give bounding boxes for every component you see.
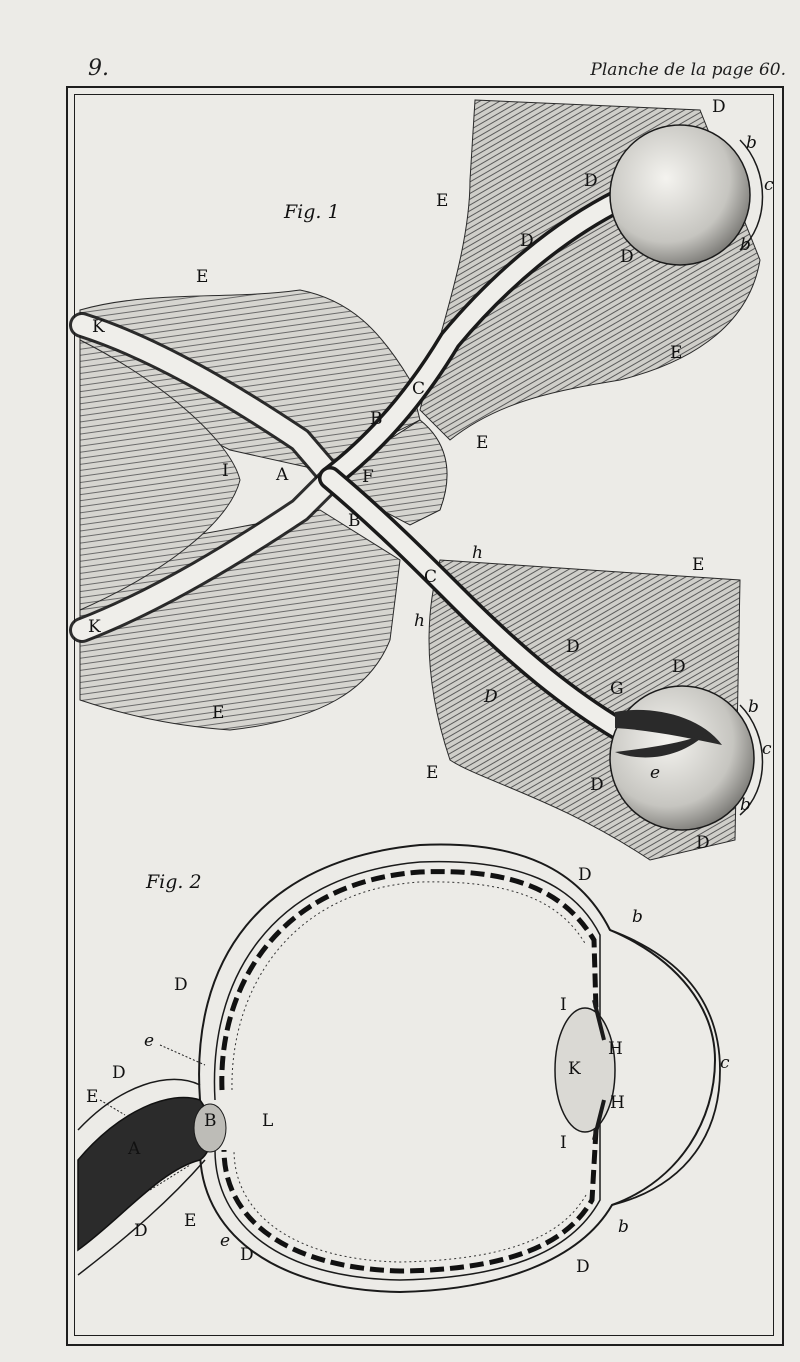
label-D: D — [672, 657, 686, 677]
eyeball-upper — [610, 125, 750, 265]
label-K: K — [92, 317, 105, 337]
label-G: G — [610, 679, 624, 699]
label-H: H — [608, 1039, 623, 1059]
label-h: h — [472, 543, 483, 563]
label-E: E — [86, 1087, 99, 1107]
label-D: D — [134, 1221, 148, 1241]
fig2-labels — [86, 865, 730, 1277]
label-K: K — [568, 1059, 581, 1079]
label-I: I — [560, 1133, 567, 1153]
figure-1 — [80, 100, 763, 860]
label-D: D — [584, 171, 598, 191]
label-b: b — [618, 1217, 629, 1237]
label-D: D — [566, 637, 580, 657]
fig2-title: Fig. 2 — [146, 871, 202, 893]
label-B: B — [370, 409, 383, 429]
label-h: h — [414, 611, 425, 631]
label-b: b — [746, 133, 757, 153]
label-D: D — [174, 975, 188, 995]
plate-caption: Planche de la page 60. — [590, 60, 786, 80]
sclera-inner — [214, 862, 600, 1280]
label-L: L — [262, 1111, 274, 1131]
label-F: F — [362, 467, 374, 487]
label-D: D — [620, 247, 634, 267]
label-D: D — [712, 97, 726, 117]
eyeball-lower — [610, 686, 754, 830]
label-C: C — [412, 379, 426, 399]
choroid-layer — [222, 872, 596, 1271]
label-A: A — [276, 465, 289, 485]
label-C: C — [424, 567, 438, 587]
label-B: B — [348, 511, 361, 531]
label-b: b — [740, 235, 751, 255]
label-E: E — [436, 191, 449, 211]
crystalline-lens — [555, 1008, 615, 1132]
label-A: A — [128, 1139, 141, 1159]
label-E: E — [212, 703, 225, 723]
label-D: D — [590, 775, 604, 795]
label-c: c — [720, 1053, 730, 1073]
label-E: E — [426, 763, 439, 783]
label-D: D — [520, 231, 534, 251]
label-E: E — [196, 267, 209, 287]
label-D: D — [240, 1245, 254, 1265]
leader-e-upper — [160, 1045, 205, 1065]
label-b: b — [632, 907, 643, 927]
label-K: K — [88, 617, 101, 637]
label-E: E — [692, 555, 705, 575]
label-D: D — [696, 833, 710, 853]
label-D: D — [484, 687, 498, 707]
label-I: I — [222, 461, 229, 481]
label-e: e — [220, 1231, 231, 1251]
label-E: E — [476, 433, 489, 453]
label-b: b — [748, 697, 759, 717]
label-c: c — [764, 175, 774, 195]
label-D: D — [112, 1063, 126, 1083]
cornea — [610, 930, 720, 1205]
label-B: B — [204, 1111, 217, 1131]
label-H: H — [610, 1093, 625, 1113]
label-D: D — [578, 865, 592, 885]
label-E: E — [670, 343, 683, 363]
label-D: D — [576, 1257, 590, 1277]
label-e: e — [650, 763, 661, 783]
fig1-title: Fig. 1 — [284, 201, 340, 223]
label-c: c — [762, 739, 772, 759]
label-e: e — [144, 1031, 155, 1051]
label-b: b — [740, 795, 751, 815]
page-number: 9. — [88, 56, 109, 81]
label-I: I — [560, 995, 567, 1015]
label-E: E — [184, 1211, 197, 1231]
retina-layer — [232, 882, 586, 1262]
